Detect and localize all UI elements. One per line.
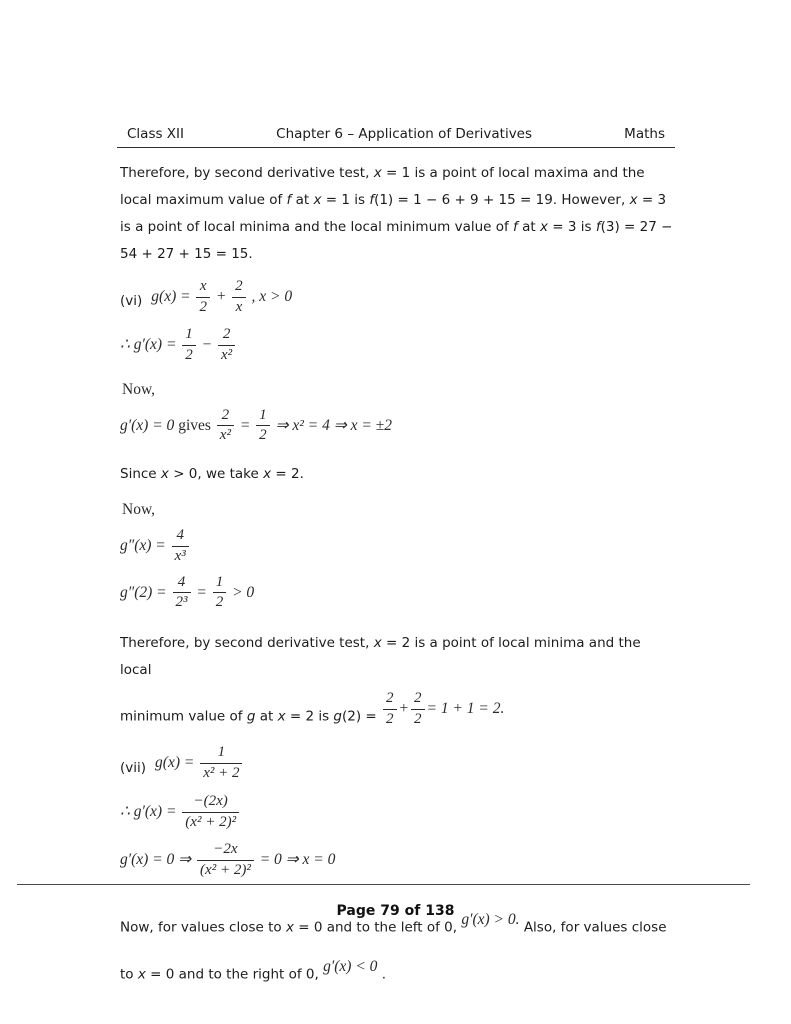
fraction: $\frac{1}{2}$ — [213, 574, 227, 612]
equation-second-derivative-at-2 — [120, 574, 673, 612]
equation-g-of-x — [151, 278, 292, 316]
page-number: Page 79 of 138 — [336, 903, 455, 919]
math-text: g(x) = — [155, 754, 199, 772]
math-text: g″(2) = — [120, 583, 171, 601]
now-line-1: Now, — [122, 380, 156, 398]
fraction: $\frac{-(2x)}{\text{(x² + 2)²}}$ — [182, 793, 239, 831]
equation-second-derivative — [120, 527, 673, 565]
fraction: $\frac{2}{2}$ — [411, 690, 425, 728]
body-text: Therefore, by second derivative test, x = 1 is a point of local maxima and the local maximum value of f at x = 1 is f(1) = 1 − 6 + 9 + 15 = 19. However, x = 3 is a point of local minima and the local minimum value of f at x = 3 is f(3) = 27 − 54 + 27 + 15 = 15. — [120, 165, 673, 262]
math-text: ∴ g′(x) = — [120, 802, 181, 820]
raised-math — [409, 690, 427, 728]
fraction: $\frac{1}{2}$ — [182, 326, 196, 364]
body-text: . — [377, 966, 387, 983]
item-label-vii: (vii) — [120, 759, 147, 776]
fraction: $\frac{-2x}{\text{(x² + 2)²}}$ — [197, 841, 254, 879]
equation-vii-solve — [120, 841, 673, 879]
raised-math — [323, 947, 377, 987]
body-text: Also, for values close to x = 0 and to the right of 0, — [120, 919, 667, 983]
body-text: Since x > 0, we take x = 2. — [120, 466, 304, 483]
math-text: + — [211, 287, 231, 305]
footer-divider — [17, 884, 750, 885]
math-text: g′(x) > 0. — [461, 910, 520, 928]
math-text: = 1 + 1 = 2. — [426, 700, 505, 718]
fraction: $\frac{2}{\text{x²}}$ — [218, 326, 235, 364]
fraction: $\frac{2}{2}$ — [383, 690, 397, 728]
math-text: = — [235, 416, 255, 434]
math-text: g′(x) = 0 gives — [120, 416, 211, 434]
fraction: $\frac{4}{\text{x³}}$ — [172, 527, 189, 565]
header-chapter-title: Chapter 6 – Application of Derivatives — [276, 126, 533, 142]
math-text: , x > 0 — [247, 287, 293, 305]
equation-vi-derivative — [120, 326, 673, 364]
math-text: g″(x) = — [120, 536, 170, 554]
equation-vii-derivative — [120, 793, 673, 831]
raised-math — [427, 695, 505, 723]
math-text: + — [398, 700, 409, 718]
body-text: Now, for values close to x = 0 and to the left of 0, — [120, 919, 462, 936]
math-text: = 0 ⇒ x = 0 — [255, 850, 336, 868]
now-line-2: Now, — [122, 501, 156, 519]
page-content — [120, 160, 673, 994]
item-label-vi: (vi) — [120, 293, 143, 310]
raised-math — [399, 695, 409, 723]
math-text: = — [192, 583, 211, 601]
body-text: Therefore, by second derivative test, x = 2 is a point of local minima and the local — [120, 634, 641, 678]
page-header — [117, 126, 675, 148]
math-text: g′(x) = 0 ⇒ — [120, 850, 196, 868]
header-subject-label: Maths — [624, 126, 665, 142]
equation-vii-definition — [120, 744, 673, 782]
math-text: − — [197, 336, 217, 354]
equation-vi-definition — [120, 278, 673, 316]
math-text: ∴ g′(x) = — [120, 336, 181, 354]
math-text: g′(x) < 0 — [323, 958, 378, 976]
fraction: $\frac{4}{\text{2³}}$ — [173, 574, 191, 612]
since-line — [120, 461, 673, 488]
fraction: $\frac{x}{2}$ — [196, 278, 210, 316]
header-class-label: Class XII — [127, 126, 185, 142]
paragraph-maxima-minima — [120, 160, 673, 268]
equation-g-of-x-vii — [155, 744, 244, 782]
math-text: ⇒ x² = 4 ⇒ x = ±2 — [271, 416, 392, 434]
fraction: $\frac{1}{2}$ — [256, 407, 270, 445]
math-text: > 0 — [228, 583, 255, 601]
fraction: $\frac{1}{\text{x² + 2}}$ — [200, 744, 242, 782]
fraction: $\frac{2}{\text{x²}}$ — [217, 407, 234, 445]
body-text: minimum value of g at x = 2 is g(2) = — [120, 708, 382, 725]
equation-vi-solve — [120, 407, 673, 445]
minimum-value-line — [120, 690, 673, 731]
math-text: g(x) = — [151, 287, 195, 305]
raised-math — [381, 690, 399, 728]
fraction: $\frac{2}{x}$ — [232, 278, 246, 316]
paragraph-minima-conclusion — [120, 630, 673, 684]
